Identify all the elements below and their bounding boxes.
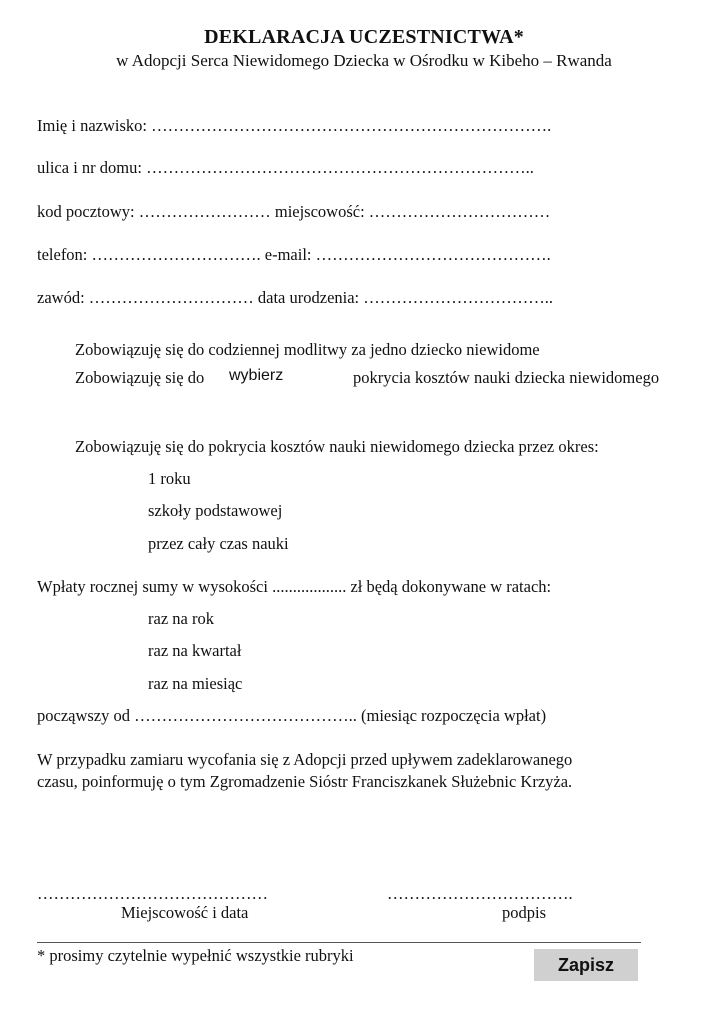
signature-field[interactable]: ……………………………. [387,884,573,903]
period-option-whole-education[interactable]: przez cały czas nauki [148,534,289,553]
footer-note: * prosimy czytelnie wypełnić wszystkie rubryki [37,946,354,965]
job-birthdate-field[interactable]: zawód: ………………………… data urodzenia: …………………………….. [37,288,554,307]
place-date-label: Miejscowość i data [121,903,249,922]
period-option-primary-school[interactable]: szkoły podstawowej [148,501,283,520]
cost-type-select[interactable]: wybierz [229,367,284,384]
page-subtitle: w Adopcji Serca Niewidomego Dziecka w Ośrodku w Kibeho – Rwanda [116,51,612,70]
save-button[interactable]: Zapisz [534,949,638,981]
prayer-commitment[interactable]: Zobowiązuję się do codziennej modlitwy za jedno dziecko niewidome [75,340,540,359]
period-label: Zobowiązuję się do pokrycia kosztów nauki niewidomego dziecka przez okres: [75,437,599,456]
installment-option-monthly[interactable]: raz na miesiąc [148,674,243,693]
phone-email-field[interactable]: telefon: …………………………. e-mail: ……………………………………. [37,245,551,264]
place-date-field[interactable]: …………………………………… [37,884,268,903]
cost-commitment-prefix: Zobowiązuję się do [75,368,205,387]
withdrawal-text-line-2: czasu, poinformuję o tym Zgromadzenie Sióstr Franciszkanek Służebnic Krzyża. [37,772,573,791]
page-title: DEKLARACJA UCZESTNICTWA* [204,26,524,48]
installment-option-yearly[interactable]: raz na rok [148,609,214,628]
annual-sum-field[interactable]: Wpłaty rocznej sumy w wysokości .................. zł będą dokonywane w ratach: [37,577,552,596]
period-option-1-year[interactable]: 1 roku [148,469,191,488]
withdrawal-text-line-1: W przypadku zamiaru wycofania się z Adopcji przed upływem zadeklarowanego [37,750,573,769]
postal-city-field[interactable]: kod pocztowy: …………………… miejscowość: …………………………… [37,202,551,221]
street-field[interactable]: ulica i nr domu: …………………………………………………………….. [37,158,534,177]
installment-option-quarterly[interactable]: raz na kwartał [148,641,242,660]
cost-commitment-suffix: pokrycia kosztów nauki dziecka niewidomego [353,368,660,387]
signature-label: podpis [502,903,547,922]
footer-divider [37,942,641,943]
name-field[interactable]: Imię i nazwisko: ………………………………………………………………. [37,116,552,135]
start-month-field[interactable]: począwszy od ………………………………….. (miesiąc rozpoczęcia wpłat) [37,706,547,725]
